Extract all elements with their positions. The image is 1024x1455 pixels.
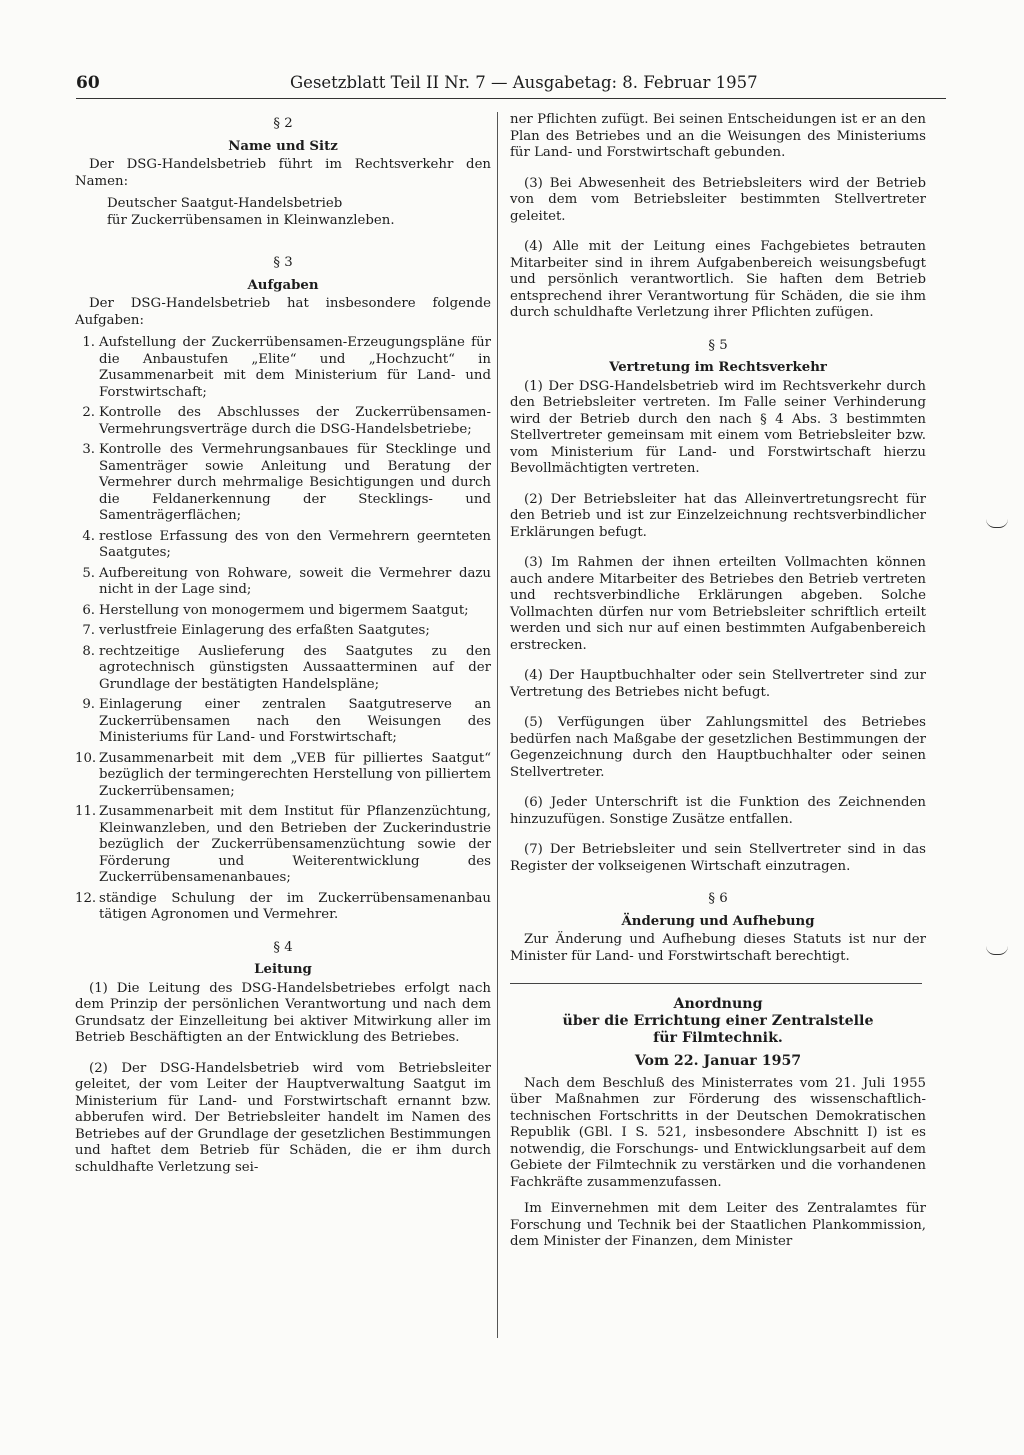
section-number-2: § 2 xyxy=(273,116,293,131)
list-item: 6. Herstellung von monogermem und bigermem Saatgut; xyxy=(82,602,469,618)
list-item: 2. Kontrolle des Abschlusses der Zuckerrübensamen-Vermehrungsverträge durch die DSG-Handelsbetriebe; xyxy=(82,405,491,437)
ordinance-date: Vom 22. Januar 1957 xyxy=(634,1053,802,1069)
left-column xyxy=(75,112,491,1176)
s5-paragraph-6: (6) Jeder Unterschrift ist die Funktion des Zeichnenden hinzuzufügen. Sonstige Zusätze entfallen. xyxy=(510,795,926,827)
company-name-line-2: für Zuckerrübensamen in Kleinwanzleben. xyxy=(107,212,395,228)
ordinance-title-line-3: für Filmtechnik. xyxy=(653,1030,783,1046)
section-number-5: § 5 xyxy=(708,337,728,353)
s4-paragraph-3: (3) Bei Abwesenheit des Betriebsleiters wird der Betrieb von dem vom Betriebsleiter bestimmten Stellvertreter geleitet. xyxy=(510,175,926,224)
s6-text: Zur Änderung und Aufhebung dieses Statuts ist nur der Minister für Land- und Forstwirtschaft berechtigt. xyxy=(510,932,926,964)
s5-paragraph-4: (4) Der Hauptbuchhalter oder sein Stellvertreter sind zur Vertretung des Betriebes nicht befugt. xyxy=(510,668,926,700)
section-title-2: Name und Sitz xyxy=(228,138,338,154)
list-item: 4. restlose Erfassung des von den Vermehrern geernteten Saatgutes; xyxy=(82,528,491,560)
s4-continuation: ner Pflichten zufügt. Bei seinen Entscheidungen ist er an den Plan des Betriebes und an die Weisungen des Ministeriums für Land- und Forstwirtschaft gebunden. xyxy=(510,112,926,160)
list-item: 1. Aufstellung der Zuckerrübensamen-Erzeugungspläne für die Anbaustufen „Elite“ und „Hochzucht“ in Zusammenarbeit mit dem Ministerium für Land- und Forstwirtschaft; xyxy=(82,335,491,400)
ordinance-paragraph-1: Nach dem Beschluß des Ministerrates vom 21. Juli 1955 über Maßnahmen zur Förderung des wissenschaftlich-technischen Fortschritts in der Deutschen Demokratischen Republik (GBl. I S. 521, insbesondere Abschnitt I) ist es notwendig, die Forschungs- und Entwicklungsarbeit auf dem Gebiete der Filmtechnik zu verstärken und die vorhandenen Fachkräfte zusammenzufassen. xyxy=(510,1075,926,1190)
section-title-5: Vertretung im Rechtsverkehr xyxy=(609,360,827,375)
ordinance-title-line-1: Anordnung xyxy=(673,996,763,1012)
s5-paragraph-1: (1) Der DSG-Handelsbetrieb wird im Rechtsverkehr durch den Betriebsleiter vertreten. Im Falle seiner Verhinderung wird der Betrieb durch den nach § 4 Abs. 3 bestimmten Stellvertreter gemeinsam mit einem vom Betriebsleiter bzw. vom Ministerium für Land- und Forstwirtschaft hierzu Bevollmächtigten vertreten. xyxy=(510,378,926,476)
s5-paragraph-2: (2) Der Betriebsleiter hat das Alleinvertretungsrecht für den Betrieb und ist zur Einzelzeichnung rechtsverbindlicher Erklärungen befugt. xyxy=(510,491,926,540)
section-title-6: Änderung und Aufhebung xyxy=(621,913,815,929)
s4-paragraph-4: (4) Alle mit der Leitung eines Fachgebietes betrauten Mitarbeiter sind in ihrem Aufgabenbereich weisungsbefugt und persönlich verantwortlich. Sie haften dem Betrieb entsprechend ihrer Verantwortung für Schäden, die sie ihm durch schuldhafte Verletzung ihrer Pflichten zufügen. xyxy=(510,239,926,320)
margin-mark xyxy=(986,946,1008,955)
list-item: 7. verlustfreie Einlagerung des erfaßten Saatgutes; xyxy=(82,623,430,638)
list-item: 12. ständige Schulung der im Zuckerrübensamenanbau tätigen Agronomen und Vermehrer. xyxy=(75,890,491,922)
s4-paragraph-2: (2) Der DSG-Handelsbetrieb wird vom Betriebsleiter geleitet, der vom Leiter der Hauptverwaltung Saatgut im Ministerium für Land- und Forstwirtschaft ernannt bzw. abberufen wird. Der Betriebsleiter handelt im Namen des Betriebes auf der Grundlage der gesetzlichen Bestimmungen und haftet dem Betrieb für Schäden, die er ihm durch schuldhafte Verletzung sei- xyxy=(75,1060,491,1175)
section-number-4: § 4 xyxy=(273,939,293,955)
s3-intro: Der DSG-Handelsbetrieb hat insbesondere folgende Aufgaben: xyxy=(75,296,491,328)
list-item: 10. Zusammenarbeit mit dem „VEB für pilliertes Saatgut“ bezüglich der termingerechten Herstellung von pilliertem Zuckerrübensamen; xyxy=(75,750,491,799)
s5-paragraph-5: (5) Verfügungen über Zahlungsmittel des Betriebes bedürfen nach Maßgabe der gesetzlichen Bestimmungen der Gegenzeichnung durch den Hauptbuchhalter oder seinen Stellvertreter. xyxy=(510,715,926,780)
company-name-block xyxy=(75,196,491,229)
section-title-4: Leitung xyxy=(254,962,312,977)
list-item: 9. Einlagerung einer zentralen Saatgutreserve an Zuckerrübensamen nach den Weisungen des Ministeriums für Land- und Forstwirtschaft; xyxy=(82,697,491,745)
s5-paragraph-7: (7) Der Betriebsleiter und sein Stellvertreter sind in das Register der volkseigenen Wirtschaft einzutragen. xyxy=(510,842,926,874)
header-rule xyxy=(76,98,946,99)
section-number-3: § 3 xyxy=(273,255,293,270)
task-list xyxy=(75,335,491,924)
list-item: 8. rechtzeitige Auslieferung des Saatgutes zu den agrotechnisch günstigsten Aussaatterminen auf der Grundlage der bestätigten Handelspläne; xyxy=(82,643,491,692)
column-divider xyxy=(497,112,498,1338)
section-title-3: Aufgaben xyxy=(247,277,319,293)
list-item: 11. Zusammenarbeit mit dem Institut für Pflanzenzüchtung, Kleinwanzleben, und den Betrieben der Zuckerindustrie bezüglich der Zuckerrübensamenzüchtung sowie der Förderung und Weiterentwicklung des Zuckerrübensamenanbaues; xyxy=(75,804,491,885)
s4-paragraph-1: (1) Die Leitung des DSG-Handelsbetriebes erfolgt nach dem Prinzip der persönlichen Verantwortung und nach dem Grundsatz der Einzelleitung bei aktiver Mitwirkung aller im Betrieb Beschäftigten an der Entwicklung des Betriebes. xyxy=(75,980,491,1045)
section-number-6: § 6 xyxy=(708,891,728,906)
list-item: 5. Aufbereitung von Rohware, soweit die Vermehrer dazu nicht in der Lage sind; xyxy=(82,565,491,597)
page-number: 60 xyxy=(76,73,100,93)
s2-intro: Der DSG-Handelsbetrieb führt im Rechtsverkehr den Namen: xyxy=(75,157,491,189)
list-item: 3. Kontrolle des Vermehrungsanbaues für Stecklinge und Samenträger sowie Anleitung und Beratung der Vermehrer durch mehrmalige Besichtigungen und durch die Feldanerkennung der Stecklings- und Samenträgerflächen; xyxy=(82,442,491,523)
gazette-title: Gesetzblatt Teil II Nr. 7 — Ausgabetag: 8. Februar 1957 xyxy=(290,73,758,92)
page-header xyxy=(76,73,946,101)
margin-mark xyxy=(986,519,1008,528)
right-column xyxy=(510,112,926,1251)
company-name-line-1: Deutscher Saatgut-Handelsbetrieb xyxy=(107,196,343,211)
ordinance-paragraph-2: Im Einvernehmen mit dem Leiter des Zentralamtes für Forschung und Technik bei der Staatlichen Plankommission, dem Minister der Finanzen, dem Minister xyxy=(510,1201,926,1249)
ordinance-title-line-2: über die Errichtung einer Zentralstelle xyxy=(562,1013,874,1029)
s5-paragraph-3: (3) Im Rahmen der ihnen erteilten Vollmachten können auch andere Mitarbeiter des Betriebes den Betrieb vertreten und rechtsverbindliche Erklärungen abgeben. Solche Vollmachten dürfen nur vom Betriebsleiter schriftlich erteilt werden und sich nur auf einen bestimmten Aufgabenbereich erstrecken. xyxy=(510,555,926,653)
ordinance-rule xyxy=(510,983,922,984)
